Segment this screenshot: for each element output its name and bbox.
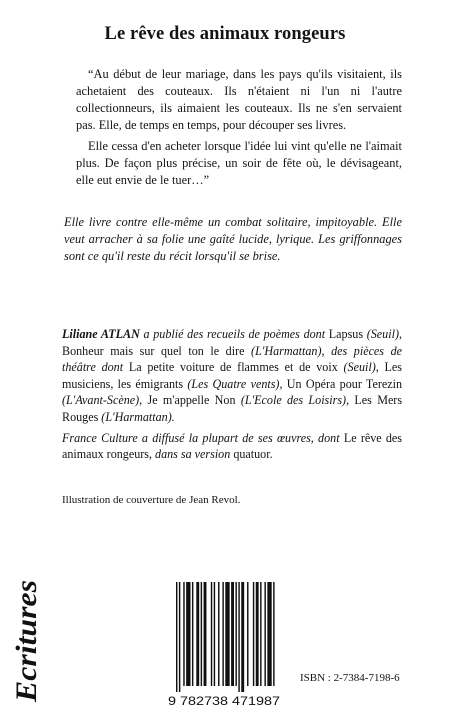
- quote-excerpt: [76, 66, 402, 189]
- barcode-bar: [241, 582, 244, 692]
- publisher-logo: [8, 578, 46, 704]
- barcode-bar: [214, 582, 215, 686]
- author-name: Liliane ATLAN: [62, 327, 140, 341]
- logo-lettering: Ecritures: [10, 586, 43, 702]
- barcode-bar: [183, 582, 184, 686]
- blurb-text: Elle livre contre elle-même un combat solitaire, impitoyable. Elle veut arracher à sa folie une gaîté lucide, lyrique. Les griffonnages sont ce qu'il reste du récit lorsqu'il se brise.: [64, 215, 402, 263]
- barcode-bar: [267, 582, 271, 686]
- barcode: [168, 580, 282, 708]
- barcode-bar: [218, 582, 219, 686]
- work-title: La petite voiture de flammes et de voix: [128, 360, 338, 375]
- work-title: Lapsus: [328, 327, 364, 341]
- barcode-bar: [264, 582, 265, 686]
- barcode-bar: [235, 582, 236, 686]
- barcode-bar: [260, 582, 261, 686]
- quote-paragraph-2: Elle cessa d'en acheter lorsque l'idée lui vint qu'elle ne l'aimait plus. De façon plus précise, un soir de fête où, le dévisageant, elle eut envie de le tuer…”: [76, 139, 402, 187]
- barcode-bar: [196, 582, 199, 686]
- author-bio: [62, 326, 402, 463]
- barcode-bar: [225, 582, 229, 686]
- barcode-bar: [176, 582, 177, 692]
- isbn-label: ISBN : 2-7384-7198-6: [300, 672, 400, 684]
- bio-paragraph-1: Liliane ATLAN a publié des recueils de poèmes dont Lapsus (Seuil), Bonheur mais sur quel ton le dire (L'Harmattan), des pièces de théâtre dont La petite voiture de flammes et de voix (Seuil), Les musiciens, les émigrants (Les Quatre vents), Un Opéra pour Terezin (L'Avant-Scène), Je m'appelle Non (L'Ecole des Loisirs), Les Mers Rouges (L'Harmattan).: [62, 327, 403, 424]
- work-title: Bonheur mais sur quel ton le dire: [62, 343, 245, 358]
- barcode-bar: [231, 582, 234, 686]
- barcode-bar: [238, 582, 239, 692]
- barcode-bar: [222, 582, 223, 686]
- work-title: Les musiciens, les émigrants: [62, 360, 403, 391]
- barcode-bar: [211, 582, 212, 686]
- barcode-bar: [201, 582, 202, 686]
- barcode-digits: 9 782738 471987: [168, 694, 281, 708]
- barcode-bar: [253, 582, 254, 686]
- barcode-bar: [204, 582, 207, 686]
- bio-paragraph-2: France Culture a diffusé la plupart de ses œuvres, dont Le rêve des animaux rongeurs, dans sa version quatuor.: [62, 430, 403, 462]
- barcode-bar: [179, 582, 180, 692]
- barcode-bar: [273, 582, 274, 686]
- barcode-graphic: [168, 580, 282, 708]
- illustration-credit: Illustration de couverture de Jean Revol.: [62, 494, 241, 506]
- quote-paragraph-1: “Au début de leur mariage, dans les pays qu'ils visitaient, ils achetaient des couteaux. Ils n'étaient ni l'un ni l'autre collectionneurs, ils aimaient les couteaux. Ils ne s'en servaient pas. Elle, de temps en temps, pour découper ses livres.: [76, 67, 402, 132]
- barcode-bar: [247, 582, 248, 686]
- work-title: Le rêve des animaux rongeurs: [62, 430, 403, 462]
- book-title: Le rêve des animaux rongeurs: [104, 24, 346, 44]
- work-title: Je m'appelle Non: [147, 393, 236, 408]
- barcode-bar: [192, 582, 193, 686]
- barcode-bar: [186, 582, 190, 686]
- work-title: Un Opéra pour Terezin: [286, 376, 402, 391]
- barcode-bar: [256, 582, 259, 686]
- work-title: Les Mers Rouges: [62, 393, 403, 424]
